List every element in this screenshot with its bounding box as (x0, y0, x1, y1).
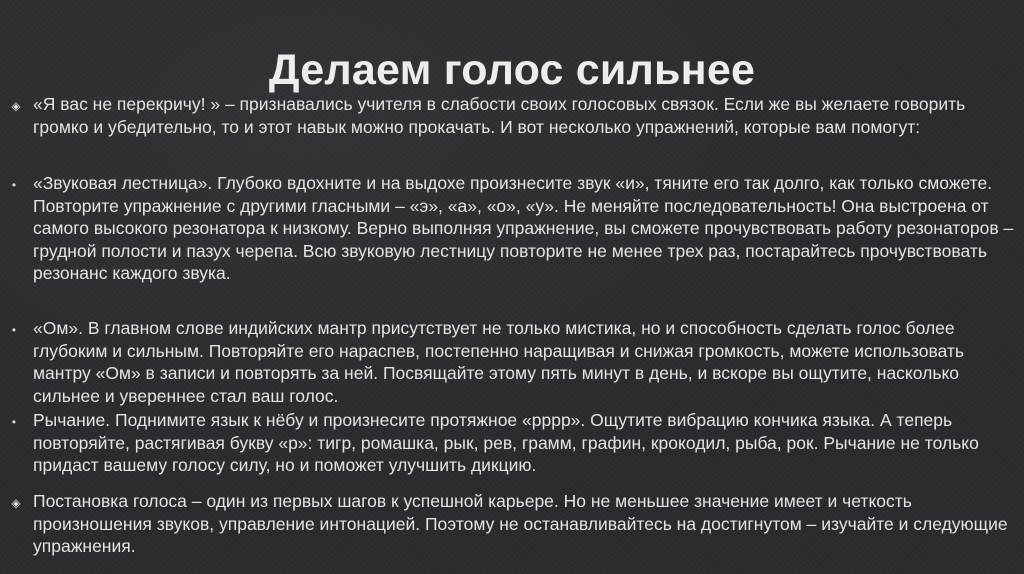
bullet-text: Рычание. Поднимите язык к нёбу и произнесите протяжное «рррр». Ощутите вибрацию кончика языка. А теперь повторяйте, растягивая букву «р»: тигр, ромашка, рык, рев, грамм, графин, крокодил, рыба, рок. Рычание не только придаст вашему голосу силу, но и поможет улучшить дикцию. (33, 410, 979, 476)
dot-bullet-icon: • (11, 323, 17, 337)
bullet-text: «Ом». В главном слове индийских мантр присутствует не только мистика, но и способность сделать голос более глубоким и сильным. Повторяйте его нараспев, постепенно наращивая и снижая громкость, можете использовать мантру «Ом» в записи и повторять за ней. Посвящайте этому пять минут в день, и вскоре вы ощутите, насколько сильнее и увереннее стал ваш голос. (33, 318, 965, 406)
bullet-text: Постановка голоса – один из первых шагов к успешной карьере. Но не меньшее значение имеет и четкость произношения звуков, управление интонацией. Поэтому не останавливайтесь на достигнутом – изучайте и следующие упражнения. (33, 491, 1008, 557)
dot-bullet-icon: • (11, 415, 17, 429)
bullet-text: «Я вас не перекричу! » – признавались учителя в слабости своих голосовых связок. Если же вы желаете говорить громко и убедительно, то и этот навык можно прокачать. И вот несколько упражнений, которые вам помогут: (33, 94, 966, 137)
diamond-bullet-icon: ◈ (11, 496, 21, 510)
dot-bullet-icon: • (11, 178, 17, 192)
diamond-bullet-icon: ◈ (11, 99, 21, 113)
bullet-text: «Звуковая лестница». Глубоко вдохните и на выдохе произнесите звук «и», тяните его так долго, как только сможете. Повторите упражнение с другими гласными – «э», «а», «о», «у». Не меняйте последовательность! Она выстроена от самого высокого резонатора к низкому. Верно выполняя упражнение, вы сможете прочувствовать работу резонаторов – грудной полости и пазух черепа. Всю звуковую лестницу повторите не менее трех раз, постарайтесь прочувствовать резонанс каждого звука. (33, 173, 1014, 284)
slide-title: Делаем голос сильнее (268, 46, 756, 94)
